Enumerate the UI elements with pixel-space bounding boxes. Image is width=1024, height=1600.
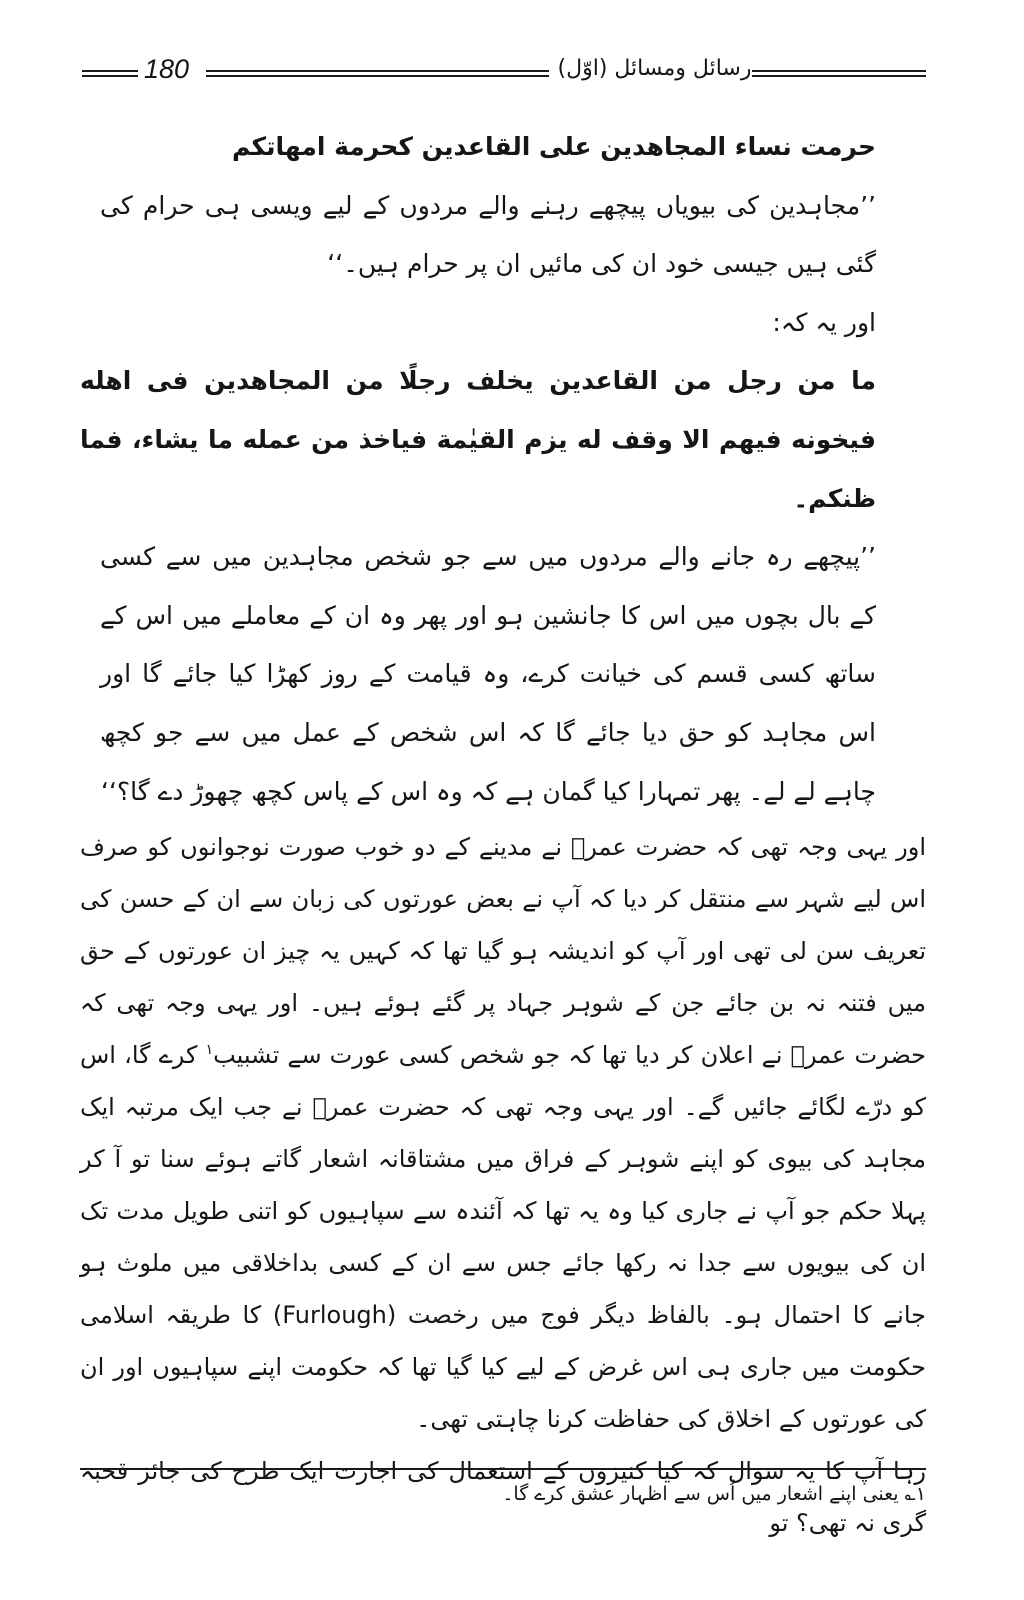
page-number: 180 <box>144 54 190 84</box>
body-paragraph-1 <box>80 821 926 1445</box>
header-rule-right <box>752 70 926 77</box>
body-paragraph-1-part-b: کرے گا، اس کو درّے لگائے جائیں گے۔ اور یہی وجہ تھی کہ حضرت عمرؓ نے جب ایک مرتبہ ایک مجاہد کی بیوی کو اپنے شوہر کے فراق میں مشتاقانہ اشعار گاتے ہوئے سنا تو آ کر پہلا حکم جو آپ نے جاری کیا وہ یہ تھا کہ آئندہ سے سپاہیوں کو اتنی طویل مدت تک ان کی بیویوں سے جدا نہ رکھا جائے جس سے ان کے کسی بداخلاقی میں ملوث ہو جانے کا احتمال ہو۔ بالفاظ دیگر فوج میں رخصت (Furlough) کا طریقہ اسلامی حکومت میں جاری ہی اس غرض کے لیے کیا گیا تھا کہ حکومت اپنے سپاہیوں اور ان کی عورتوں کے اخلاق کی حفاظت کرنا چاہتی تھی۔ <box>80 1041 926 1434</box>
body-paragraph-1-part-a: اور یہی وجہ تھی کہ حضرت عمرؓ نے مدینے کے دو خوب صورت نوجوانوں کو صرف اس لیے شہر سے منتقل کر دیا کہ آپ نے بعض عورتوں کی زبان سے ان کے حسن کی تعریف سن لی تھی اور آپ کو اندیشہ ہو گیا تھا کہ کہیں یہ چیز ان عورتوں کے حق میں فتنہ نہ بن جائے جن کے شوہر جہاد پر گئے ہوئے ہیں۔ اور یہی وجہ تھی کہ حضرت عمرؓ نے اعلان کر دیا تھا کہ جو شخص کسی عورت سے تشبیب <box>80 833 926 1070</box>
footnote: ۱؎ یعنی اپنے اشعار میں اُس سے اظہار عشق کرے گا۔ <box>502 1483 926 1505</box>
arabic-hadith: ما من رجل من القاعدين يخلف رجلًا من المجاهدين فى اهله فيخونه فيهم الا وقف له يزم القيٰمة فياخذ من عمله ما يشاء، فما ظنكم۔ <box>80 366 876 513</box>
page-body <box>80 118 926 1549</box>
intro-line: اور یہ کہ: <box>772 307 876 337</box>
footnote-marker: ۱ <box>205 1042 214 1059</box>
header-rule-middle <box>206 70 549 77</box>
section-heading: حرمت نساء المجاهدين على القاعدين كحرمة امهاتكم <box>231 132 876 161</box>
translation-quote-2: ’’پیچھے رہ جانے والے مردوں میں سے جو شخص مجاہدین میں سے کسی کے بال بچوں میں اس کا جانشین ہو اور پھر وہ ان کے معاملے میں اس کے ساتھ کسی قسم کی خیانت کرے، وہ قیامت کے روز کھڑا کیا جائے گا اور اس مجاہد کو حق دیا جائے گا کہ اس شخص کے عمل میں سے جو کچھ چاہے لے لے۔ پھر تمہارا کیا گمان ہے کہ وہ اس کے پاس کچھ چھوڑ دے گا؟‘‘ <box>100 542 876 806</box>
body-paragraph-2: رہا آپ کا یہ سوال کہ کیا کنیزوں کے استعمال کی اجازت ایک طرح کی جائز قحبہ گری نہ تھی؟ تو <box>80 1457 926 1538</box>
header-rule-left <box>82 70 138 77</box>
page-header <box>82 54 926 98</box>
running-title: رسائل ومسائل (اوّل) <box>557 56 752 81</box>
footnote-divider <box>80 1468 926 1470</box>
translation-quote-1: ’’مجاہدین کی بیویاں پیچھے رہنے والے مردوں کے لیے ویسی ہی حرام کی گئی ہیں جیسی خود ان کی مائیں ان پر حرام ہیں۔‘‘ <box>100 190 876 279</box>
